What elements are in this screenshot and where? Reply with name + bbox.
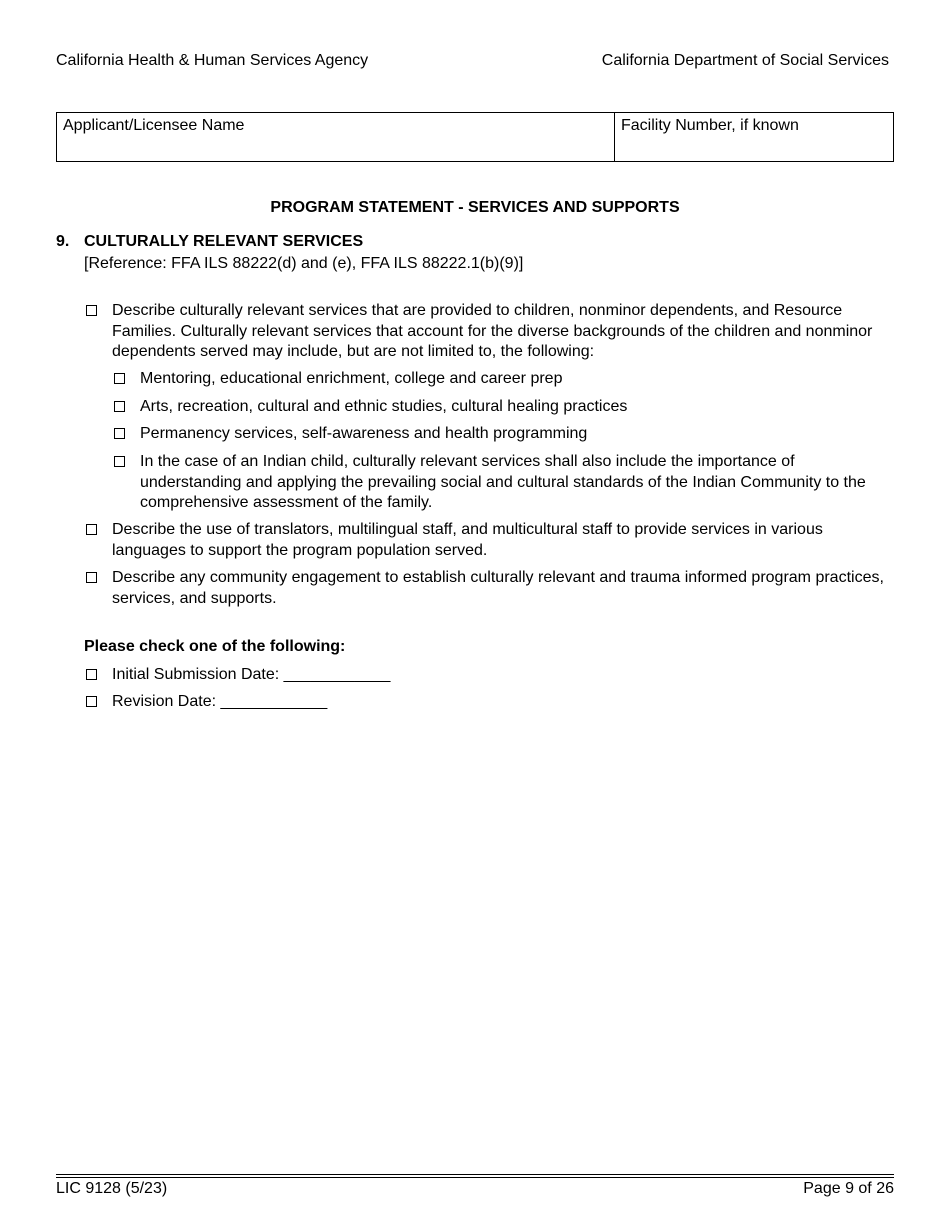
sub4-checkbox[interactable] <box>114 456 125 467</box>
initial-submission-checkbox[interactable] <box>86 669 97 680</box>
applicant-name-field[interactable] <box>57 113 615 161</box>
facility-number-label: Facility Number, if known <box>621 117 799 134</box>
applicant-name-label: Applicant/Licensee Name <box>63 117 245 134</box>
item2-checkbox[interactable] <box>86 524 97 535</box>
sub1-checkbox[interactable] <box>114 373 125 384</box>
page-number: Page 9 of 26 <box>803 1180 894 1197</box>
item1-checkbox[interactable] <box>86 305 97 316</box>
section-number: 9. <box>56 233 70 250</box>
header-department: California Department of Social Services <box>601 52 889 69</box>
initial-submission-date: Initial Submission Date: ____________ <box>112 666 391 683</box>
item3-checkbox[interactable] <box>86 572 97 583</box>
revision-date: Revision Date: ____________ <box>112 693 328 710</box>
checklist-item-translators: Describe the use of translators, multilingual staff, and multicultural staff to provide services in various languages to support the program population served. <box>112 521 823 559</box>
sub-item-permanency: Permanency services, self-awareness and health programming <box>140 425 588 442</box>
sub-item-arts: Arts, recreation, cultural and ethnic studies, cultural healing practices <box>140 398 628 415</box>
facility-number-field[interactable] <box>615 113 893 161</box>
form-identifier: LIC 9128 (5/23) <box>56 1180 168 1197</box>
footer-rule <box>56 1174 894 1175</box>
footer-rule-secondary <box>56 1177 894 1178</box>
applicant-info-box <box>56 112 894 162</box>
submission-prompt: Please check one of the following: <box>84 638 346 655</box>
sub-item-mentoring: Mentoring, educational enrichment, college and career prep <box>140 370 563 387</box>
checklist-item-community: Describe any community engagement to establish culturally relevant and trauma informed program practices, services, and supports. <box>112 569 884 607</box>
section-title: CULTURALLY RELEVANT SERVICES <box>84 233 364 250</box>
sub-item-indian-child: In the case of an Indian child, culturally relevant services shall also include the importance of understanding and applying the prevailing social and cultural standards of the Indian Community to the comprehensive assessment of the family. <box>140 453 866 511</box>
section-reference: [Reference: FFA ILS 88222(d) and (e), FFA ILS 88222.1(b)(9)] <box>84 255 524 272</box>
form-title: PROGRAM STATEMENT - SERVICES AND SUPPORTS <box>270 199 680 216</box>
checklist-item-culturally-relevant: Describe culturally relevant services that are provided to children, nonminor dependents, and Resource Families. Culturally relevant services that account for the diverse backgrounds of the children and nonminor dependents served may include, but are not limited to, the following: <box>112 302 873 360</box>
header-agency: California Health & Human Services Agency <box>56 52 369 69</box>
revision-checkbox[interactable] <box>86 696 97 707</box>
sub3-checkbox[interactable] <box>114 428 125 439</box>
sub2-checkbox[interactable] <box>114 401 125 412</box>
